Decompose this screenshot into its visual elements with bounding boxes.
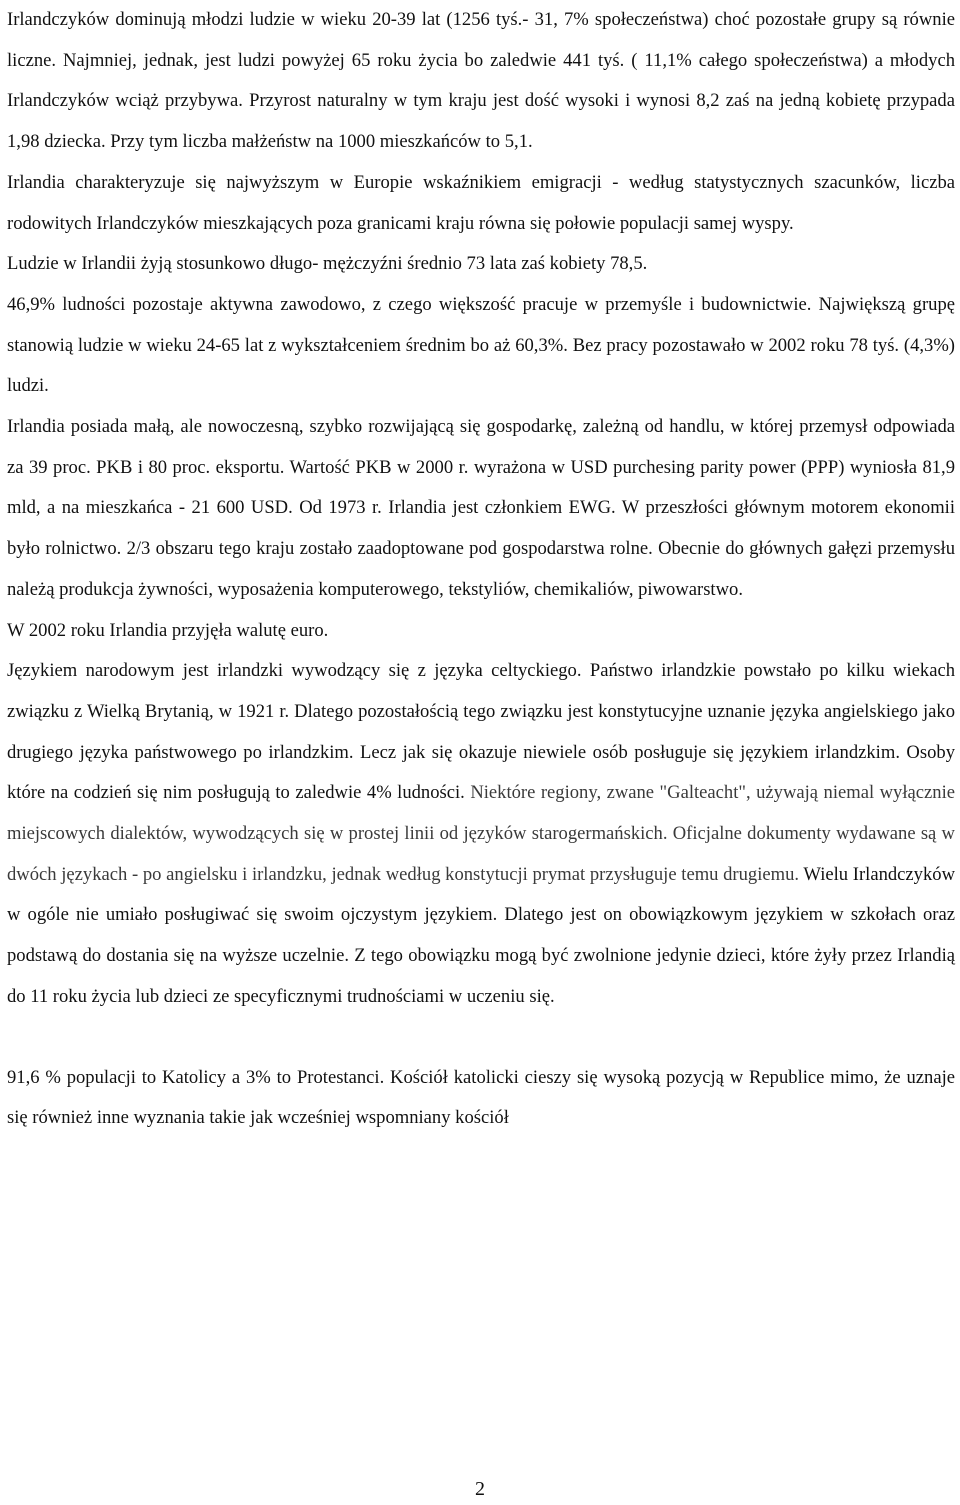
paragraph-text: Ludzie w Irlandii żyją stosunkowo długo- mężczyźni średnio 73 lata zaś kobiety 78,5.: [7, 253, 648, 275]
paragraph-text: 46,9% ludności pozostaje aktywna zawodowo, z czego większość pracuje w przemyśle i budownictwie. Największą grupę stanowią ludzie w wieku 24-65 lat z wykształceniem średnim bo aż 60,3%. Bez pracy pozostawało w 2002 roku 78 tyś. (4,3%) ludzi.: [7, 293, 955, 397]
paragraph-text-grey: Niektóre regiony, zwane "Galteacht", używają niemal wyłącznie miejscowych dialektów, wywodzących się w prostej linii od języków starogermańskich. Oficjalne dokumenty wydawane są w dwóch językach - po angielsku i irlandzku, jednak według konstytucji prymat przysługuje temu drugiemu.: [7, 782, 955, 885]
document-page: [7, 0, 955, 1139]
paragraph-text: W 2002 roku Irlandia przyjęła walutę euro.: [7, 619, 329, 641]
paragraph-emigration: [7, 163, 955, 244]
paragraph-currency: [7, 611, 955, 652]
paragraph-text: Irlandia charakteryzuje się najwyższym w Europie wskaźnikiem emigracji - według statystycznych szacunków, liczba rodowitych Irlandczyków mieszkających poza granicami kraju równa się połowie populacji samej wyspy.: [7, 171, 955, 234]
page-number: 2: [475, 1478, 485, 1500]
paragraph-text: Irlandczyków dominują młodzi ludzie w wieku 20-39 lat (1256 tyś.- 31, 7% społeczeństwa) choć pozostałe grupy są równie liczne. Najmniej, jednak, jest ludzi powyżej 65 roku życia bo zaledwie 441 tyś. ( 11,1% całego społeczeństwa) a młodych Irlandczyków wciąż przybywa. Przyrost naturalny w tym kraju jest dość wysoki i wynosi 8,2 zaś na jedną kobietę przypada 1,98 dziecka. Przy tym liczba małżeństw na 1000 mieszkańców to 5,1.: [7, 9, 955, 153]
paragraph-employment: [7, 285, 955, 407]
paragraph-text: Językiem narodowym jest irlandzki wywodzący się z języka celtyckiego. Państwo irlandzkie powstało po kilku wiekach związku z Wielką Brytanią, w 1921 r. Dlatego pozostałością tego związku jest konstytucyjne uznanie języka angielskiego jako drugiego języka państwowego po irlandzkim. Lecz jak się okazuje niewiele osób posługuje się językiem irlandzkim. Osoby które na codzień się nim posługują to zaledwie 4% ludności.: [7, 660, 955, 804]
paragraph-language: [7, 651, 955, 1017]
paragraph-religion: [7, 1058, 955, 1139]
paragraph-economy: [7, 407, 955, 611]
paragraph-spacer: [7, 1018, 955, 1058]
paragraph-life-expectancy: [7, 244, 955, 285]
paragraph-text: Wielu Irlandczyków w ogóle nie umiało posługiwać się swoim ojczystym językiem. Dlatego jest on obowiązkowym językiem w szkołach oraz podstawą do dostania się na wyższe uczelnie. Z tego obowiązku mogą być zwolnione jedynie dzieci, które żyły przez Irlandią do 11 roku życia lub dzieci ze specyficznymi trudnościami w uczeniu się.: [7, 863, 955, 1007]
paragraph-text: Irlandia posiada małą, ale nowoczesną, szybko rozwijającą się gospodarkę, zależną od handlu, w której przemysł odpowiada za 39 proc. PKB i 80 proc. eksportu. Wartość PKB w 2000 r. wyrażona w USD purchesing parity power (PPP) wyniosła 81,9 mld, a na mieszkańca - 21 600 USD. Od 1973 r. Irlandia jest członkiem EWG. W przeszłości głównym motorem ekonomii było rolnictwo. 2/3 obszaru tego kraju zostało zaadoptowane pod gospodarstwa rolne. Obecnie do głównych gałęzi przemysłu należą produkcja żywności, wyposażenia komputerowego, tekstyliów, chemikaliów, piwowarstwo.: [7, 416, 955, 600]
paragraph-demographics: [7, 0, 955, 163]
paragraph-text: 91,6 % populacji to Katolicy a 3% to Protestanci. Kościół katolicki cieszy się wysoką pozycją w Republice mimo, że uznaje się również inne wyznania takie jak wcześniej wspomniany kościół: [7, 1066, 955, 1129]
